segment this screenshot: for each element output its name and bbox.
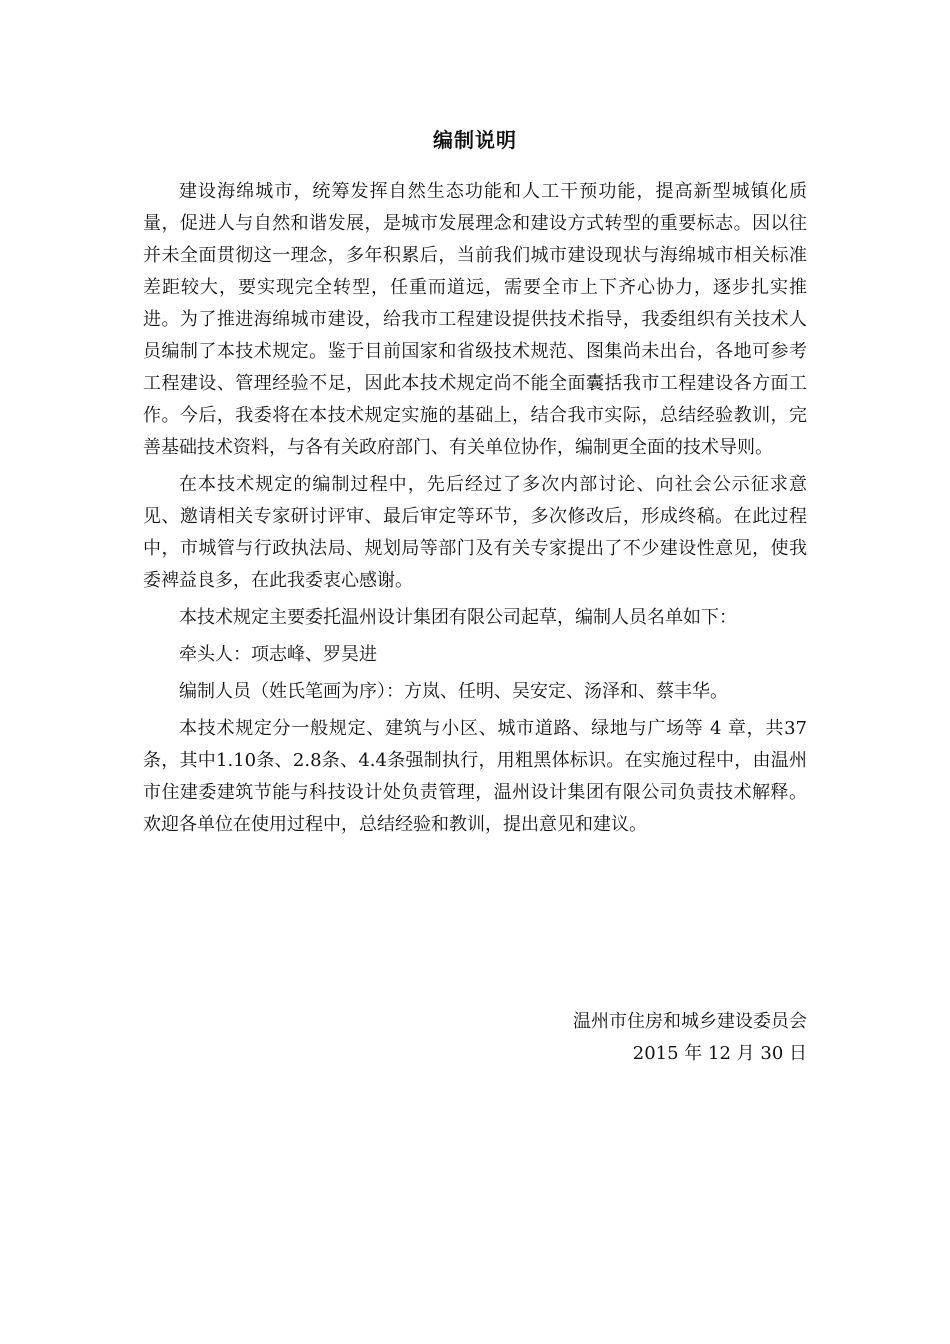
document-title: 编制说明 bbox=[433, 128, 517, 152]
paragraph-editors: 编制人员（姓氏笔画为序）：方岚、任明、吴安定、汤泽和、蔡丰华。 bbox=[179, 681, 728, 702]
paragraph-process: 在本技术规定的编制过程中，先后经过了多次内部讨论、向社会公示征求意见、邀请相关专家研讨评审、最后审定等环节，多次修改后，形成终稿。在此过程中，市城管与行政执法局、规划局等部门及有关专家提出了不少建设性意见，使我委裨益良多，在此我委衷心感谢。 bbox=[143, 474, 807, 591]
paragraph-structure: 本技术规定分一般规定、建筑与小区、城市道路、绿地与广场等 4 章，共37条，其中1.10条、2.8条、4.4条强制执行，用粗黑体标识。在实施过程中，由温州市住建委建筑节能与科技设计处负责管理，温州设计集团有限公司负责技术解释。欢迎各单位在使用过程中，总结经验和教训，提出意见和建议。 bbox=[143, 718, 807, 835]
paragraph-leads: 牵头人：项志峰、罗昊进 bbox=[179, 644, 377, 665]
document-body bbox=[143, 176, 807, 846]
signature-date: 2015 年 12 月 30 日 bbox=[632, 1043, 807, 1064]
signature-organization: 温州市住房和城乡建设委员会 bbox=[573, 1011, 807, 1032]
paragraph-intro: 建设海绵城市，统筹发挥自然生态功能和人工干预功能，提高新型城镇化质量，促进人与自然和谐发展，是城市发展理念和建设方式转型的重要标志。因以往并未全面贯彻这一理念，多年积累后，当前我们城市建设现状与海绵城市相关标准差距较大，要实现完全转型，任重而道远，需要全市上下齐心协力，逐步扎实推进。为了推进海绵城市建设，给我市工程建设提供技术指导，我委组织有关技术人员编制了本技术规定。鉴于目前国家和省级技术规范、图集尚未出台，各地可参考工程建设、管理经验不足，因此本技术规定尚不能全面囊括我市工程建设各方面工作。今后，我委将在本技术规定实施的基础上，结合我市实际，总结经验教训，完善基础技术资料，与各有关政府部门、有关单位协作，编制更全面的技术导则。 bbox=[143, 181, 807, 458]
paragraph-drafter: 本技术规定主要委托温州设计集团有限公司起草，编制人员名单如下： bbox=[179, 607, 737, 628]
